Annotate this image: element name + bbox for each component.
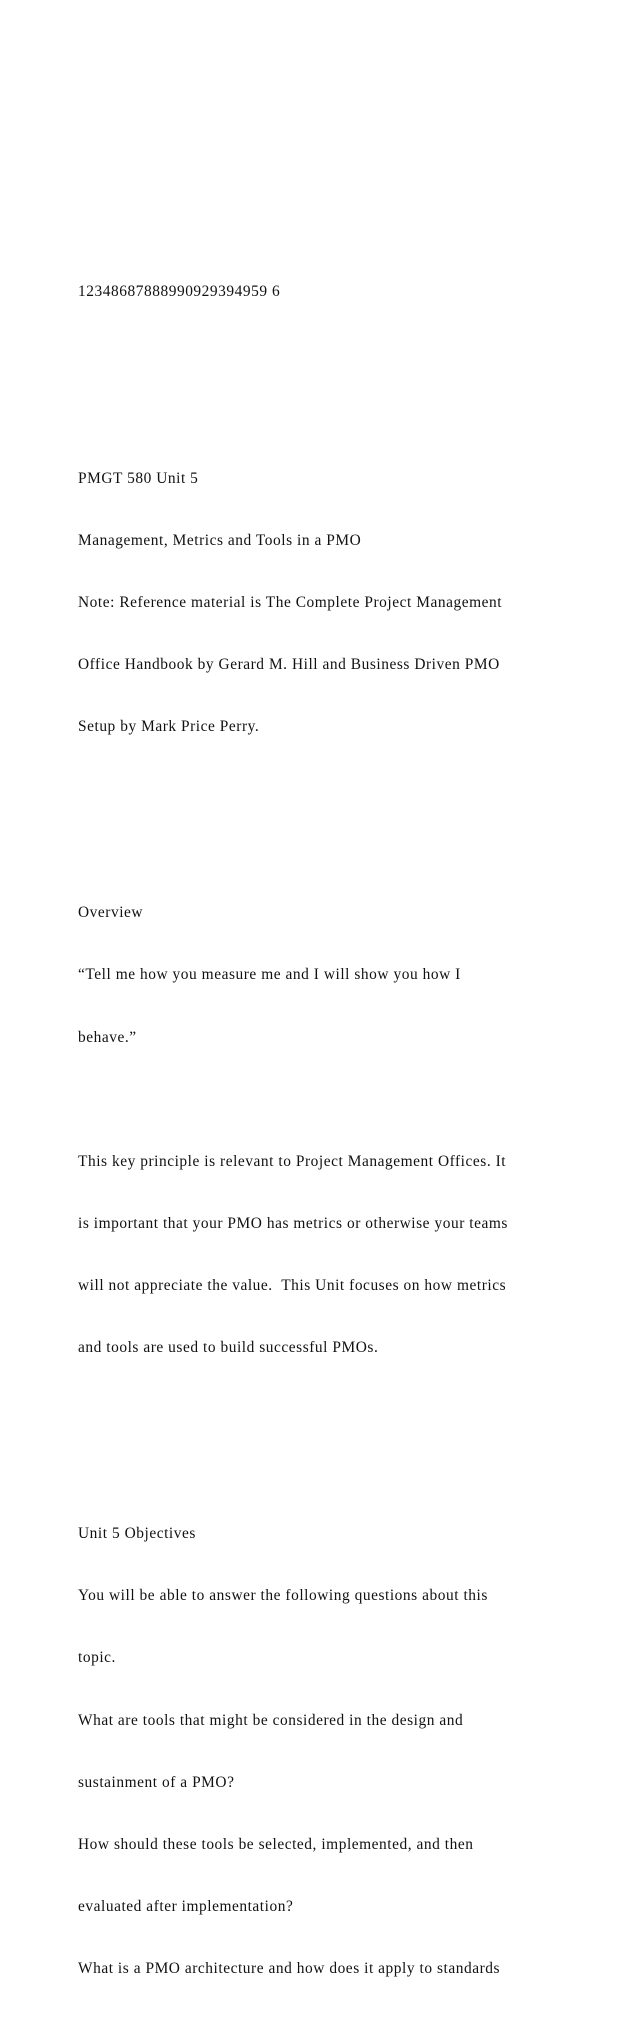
- objective-question-line: What is a PMO architecture and how does it apply to standards: [78, 1959, 501, 1977]
- objectives-heading: Unit 5 Objectives: [78, 1525, 196, 1543]
- overview-quote-line: “Tell me how you measure me and I will show you how I: [78, 966, 461, 984]
- reference-note-line: Setup by Mark Price Perry.: [78, 718, 260, 736]
- overview-quote-line: behave.”: [78, 1028, 137, 1046]
- overview-paragraph-line: will not appreciate the value. This Unit focuses on how metrics: [78, 1276, 507, 1294]
- spacer: [78, 407, 623, 428]
- reference-note-line: Note: Reference material is The Complete Project Management: [78, 593, 503, 611]
- number-sequence: 12348687888990929394959 6: [78, 283, 281, 301]
- reference-note-line: Office Handbook by Gerard M. Hill and Business Driven PMO: [78, 655, 500, 673]
- spacer: [78, 841, 623, 862]
- document-body: [78, 241, 623, 2021]
- overview-paragraph-line: This key principle is relevant to Project Management Offices. It: [78, 1152, 507, 1170]
- objective-question-line: sustainment of a PMO?: [78, 1773, 235, 1791]
- spacer: [78, 345, 623, 366]
- objective-question-line: evaluated after implementation?: [78, 1897, 294, 1915]
- overview-heading: Overview: [78, 904, 144, 922]
- spacer: [78, 1462, 623, 1483]
- objective-question-line: How should these tools be selected, implemented, and then: [78, 1835, 474, 1853]
- course-code: PMGT 580 Unit 5: [78, 469, 199, 487]
- overview-paragraph-line: and tools are used to build successful PMOs.: [78, 1339, 379, 1356]
- objectives-intro-line: topic.: [78, 1649, 116, 1667]
- unit-title: Management, Metrics and Tools in a PMO: [78, 531, 362, 549]
- spacer: [78, 1090, 623, 1111]
- spacer: [78, 1400, 623, 1421]
- objectives-intro-line: You will be able to answer the following questions about this: [78, 1587, 488, 1605]
- spacer: [78, 779, 623, 800]
- objective-question-line: What are tools that might be considered in the design and: [78, 1711, 464, 1729]
- overview-paragraph-line: is important that your PMO has metrics or otherwise your teams: [78, 1214, 508, 1232]
